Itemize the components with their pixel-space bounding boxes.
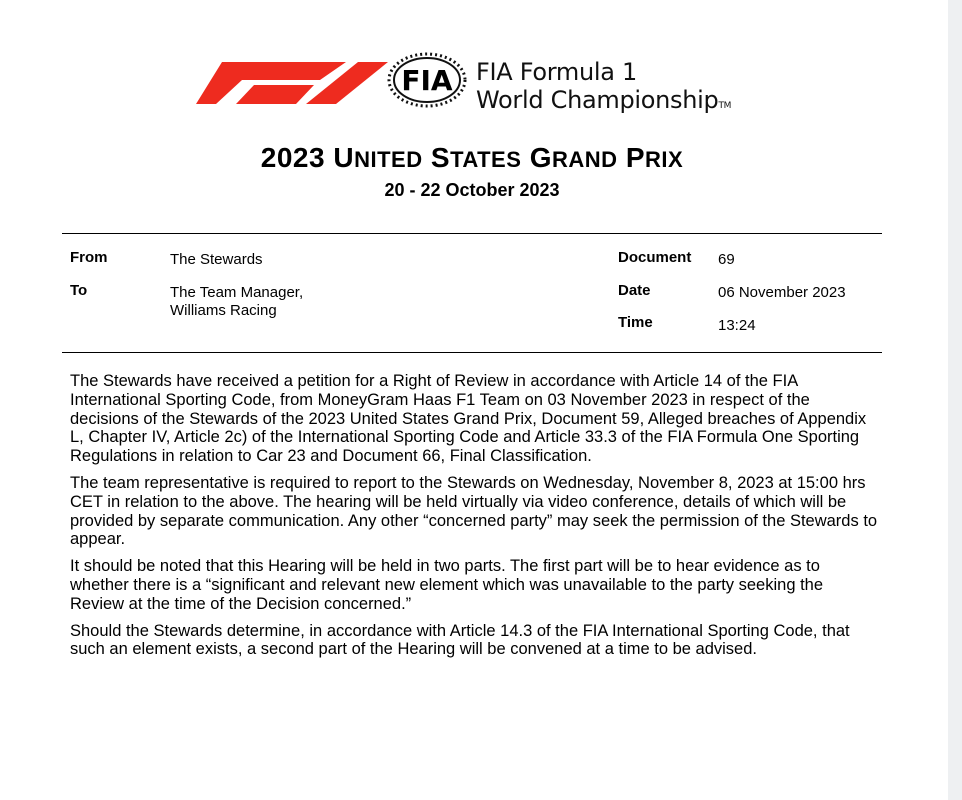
- body-paragraph: It should be noted that this Hearing will be held in two parts. The first part will be to hear evidence as to whether there is a “significant and relevant new element which was unavailable to the party seeking the Review at the time of the Decision concerned.”: [70, 557, 824, 613]
- fia-wordmark-line2: World ChampionshipTM: [476, 86, 732, 114]
- to-value-line1: The Team Manager,: [170, 284, 304, 301]
- from-label: From: [70, 249, 108, 266]
- divider-bottom: [62, 352, 882, 353]
- event-title: 2023 UNITED STATES GRAND PRIX: [260, 142, 684, 173]
- date-label: Date: [618, 282, 651, 299]
- from-value: The Stewards: [170, 251, 263, 268]
- time-value: 13:24: [718, 317, 756, 334]
- body-paragraph: The Stewards have received a petition for a Right of Review in accordance with Article 14 of the FIA International Sporting Code, from MoneyGram Haas F1 Team on 03 November 2023 in respect of the decisions of the Stewards of the 2023 United States Grand Prix, Document 59, Alleged breaches of Appendix L, Chapter IV, Article 2c) of the International Sporting Code and Article 33.3 of the FIA Formula One Sporting Regulations in relation to Car 23 and Document 66, Final Classification.: [70, 372, 867, 466]
- time-label: Time: [618, 314, 653, 331]
- to-value: [170, 284, 303, 320]
- document-value: 69: [718, 251, 735, 268]
- fia-badge-text: FIA: [401, 64, 453, 97]
- trademark-mark: TM: [718, 101, 732, 111]
- scrollbar-track[interactable]: [948, 0, 962, 800]
- fia-wordmark: [476, 58, 731, 120]
- f1-logo: [196, 54, 388, 104]
- body-paragraph: Should the Stewards determine, in accordance with Article 14.3 of the FIA International Sporting Code, that such an element exists, a second part of the Hearing will be convened at a time to be advised.: [70, 621, 850, 659]
- document-header-logos: [196, 48, 776, 112]
- document-label: Document: [618, 249, 692, 266]
- event-dates: 20 - 22 October 2023: [384, 180, 560, 200]
- to-label: To: [70, 282, 88, 299]
- document-body: [70, 372, 880, 667]
- fia-wordmark-line1: FIA Formula 1: [476, 58, 637, 86]
- body-paragraph: The team representative is required to report to the Stewards on Wednesday, November 8, 2023 at 15:00 hrs CET in relation to the above. The hearing will be held virtually via video conference, details of which will be provided by separate communication. Any other “concerned party” may seek the permission of the Stewards to appear.: [70, 473, 878, 549]
- divider-top: [62, 233, 882, 234]
- to-value-line2: Williams Racing: [170, 302, 277, 319]
- date-value: 06 November 2023: [718, 284, 846, 301]
